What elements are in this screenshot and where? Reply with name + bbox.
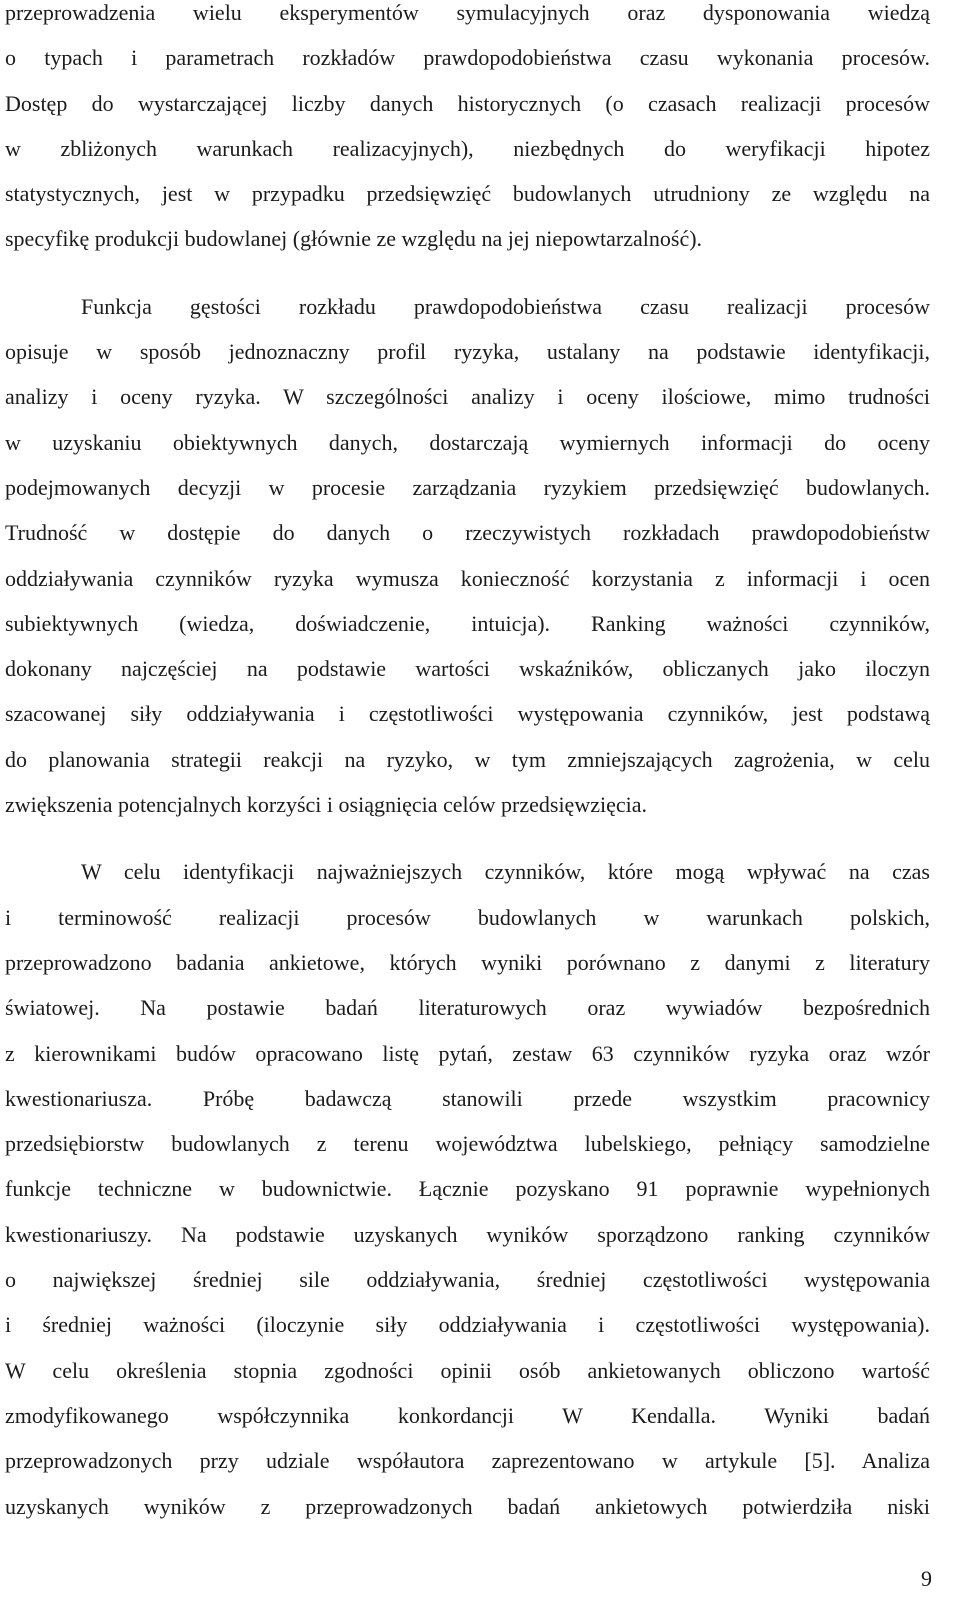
text-line: kwestionariusza. Próbę badawczą stanowili przede wszystkim pracownicy (5, 1085, 930, 1111)
text-line: kwestionariuszy. Na podstawie uzyskanych wyników sporządzono ranking czynników (5, 1221, 930, 1247)
text-line: i terminowość realizacji procesów budowlanych w warunkach polskich, (5, 904, 930, 930)
paragraph-spacer (5, 262, 930, 284)
text-line: światowej. Na postawie badań literaturowych oraz wywiadów bezpośrednich (5, 995, 930, 1021)
text-line: oddziaływania czynników ryzyka wymusza konieczność korzystania z informacji i ocen (5, 565, 930, 591)
paragraph (5, 0, 930, 262)
text-line: o typach i parametrach rozkładów prawdopodobieństwa czasu wykonania procesów. (5, 45, 930, 71)
paragraph-spacer (5, 827, 930, 849)
text-line: opisuje w sposób jednoznaczny profil ryzyka, ustalany na podstawie identyfikacji, (5, 339, 930, 365)
document-page (5, 0, 930, 1529)
text-line: w uzyskaniu obiektywnych danych, dostarczają wymiernych informacji do oceny (5, 429, 930, 455)
paragraph (5, 284, 930, 828)
page-number: 9 (921, 1566, 932, 1591)
text-line: Trudność w dostępie do danych o rzeczywistych rozkładach prawdopodobieństw (5, 520, 930, 546)
text-line: W celu określenia stopnia zgodności opinii osób ankietowanych obliczono wartość (5, 1357, 930, 1383)
text-line: podejmowanych decyzji w procesie zarządzania ryzykiem przedsięwzięć budowlanych. (5, 474, 930, 500)
text-line: zwiększenia potencjalnych korzyści i osiągnięcia celów przedsięwzięcia. (5, 792, 647, 818)
text-line: analizy i oceny ryzyka. W szczególności analizy i oceny ilościowe, mimo trudności (5, 384, 930, 410)
text-line: statystycznych, jest w przypadku przedsięwzięć budowlanych utrudniony ze względu na (5, 181, 930, 207)
text-line: Funkcja gęstości rozkładu prawdopodobieństwa czasu realizacji procesów (81, 293, 930, 319)
text-line: o największej średniej sile oddziaływania, średniej częstotliwości występowania (5, 1267, 930, 1293)
text-line: i średniej ważności (iloczynie siły oddziaływania i częstotliwości występowania). (5, 1312, 930, 1338)
text-line: do planowania strategii reakcji na ryzyko, w tym zmniejszających zagrożenia, w celu (5, 746, 930, 772)
text-line: dokonany najczęściej na podstawie wartości wskaźników, obliczanych jako iloczyn (5, 656, 930, 682)
text-line: Dostęp do wystarczającej liczby danych historycznych (o czasach realizacji procesów (5, 90, 930, 116)
text-line: przeprowadzonych przy udziale współautora zaprezentowano w artykule [5]. Analiza (5, 1448, 930, 1474)
text-line: przeprowadzono badania ankietowe, których wyniki porównano z danymi z literatury (5, 949, 930, 975)
text-line: z kierownikami budów opracowano listę pytań, zestaw 63 czynników ryzyka oraz wzór (5, 1040, 930, 1066)
text-line: w zbliżonych warunkach realizacyjnych), niezbędnych do weryfikacji hipotez (5, 135, 930, 161)
text-line: subiektywnych (wiedza, doświadczenie, intuicja). Ranking ważności czynników, (5, 610, 930, 636)
text-line: przedsiębiorstw budowlanych z terenu województwa lubelskiego, pełniący samodzielne (5, 1131, 930, 1157)
text-line: zmodyfikowanego współczynnika konkordancji W Kendalla. Wyniki badań (5, 1402, 930, 1428)
text-line: funkcje techniczne w budownictwie. Łącznie pozyskano 91 poprawnie wypełnionych (5, 1176, 930, 1202)
text-line: specyfikę produkcji budowlanej (głównie ze względu na jej niepowtarzalność). (5, 226, 703, 252)
text-line: przeprowadzenia wielu eksperymentów symulacyjnych oraz dysponowania wiedzą (5, 0, 930, 25)
text-line: W celu identyfikacji najważniejszych czynników, które mogą wpływać na czas (81, 859, 930, 885)
paragraph (5, 849, 930, 1528)
text-line: szacowanej siły oddziaływania i częstotliwości występowania czynników, jest podstawą (5, 701, 930, 727)
text-line: uzyskanych wyników z przeprowadzonych badań ankietowych potwierdziła niski (5, 1493, 930, 1519)
